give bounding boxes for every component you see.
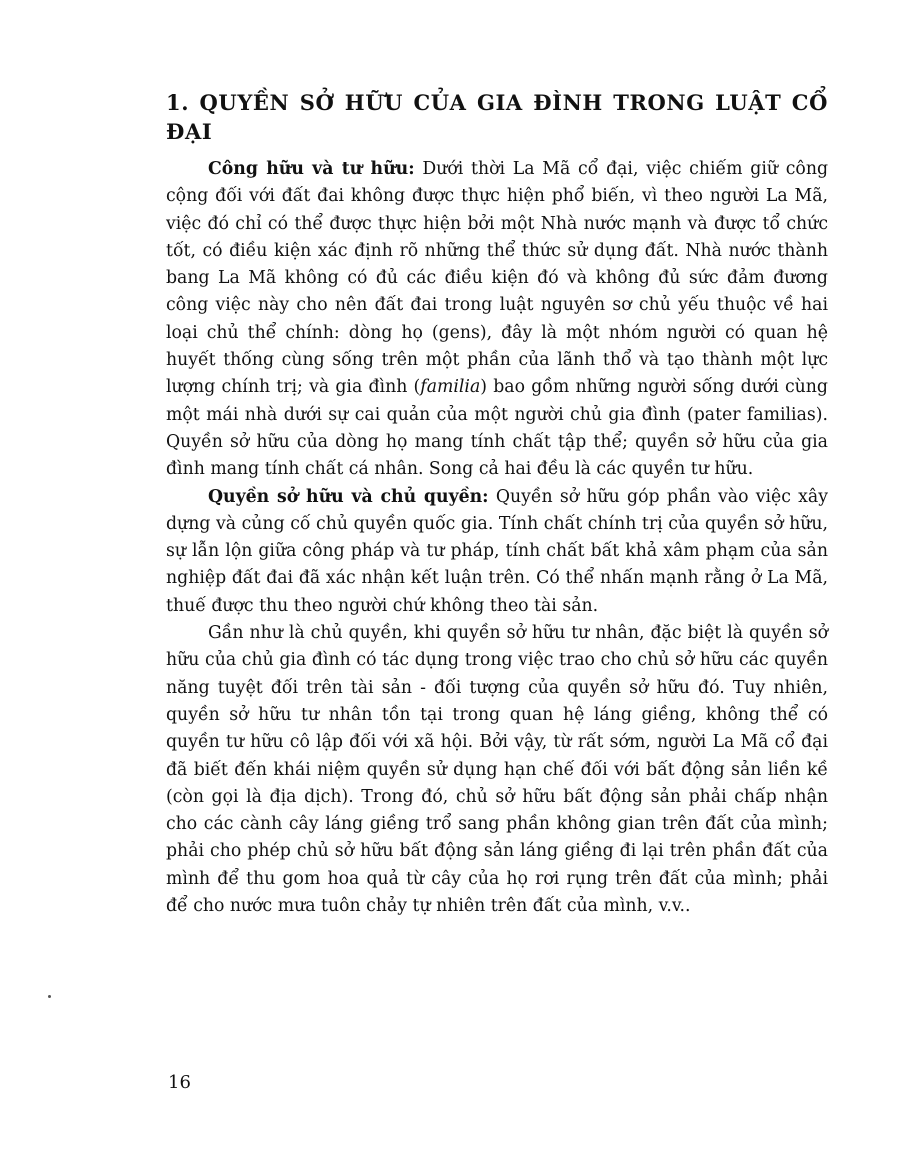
page-content (166, 88, 828, 920)
scan-speck (48, 995, 51, 998)
paragraph-text: Dưới thời La Mã cổ đại, việc chiếm giữ công cộng đối với đất đai không được thực hiện phổ biến, vì theo người La Mã, việc đó chỉ có thể được thực hiện bởi một Nhà nước mạnh và được tổ chức tốt, có điều kiện xác định rõ những thể thức sử dụng đất. Nhà nước thành bang La Mã không có đủ các điều kiện đó và không đủ sức đảm đương công việc này cho nên đất đai trong luật nguyên sơ chủ yếu thuộc về hai loại chủ thể chính: dòng họ (gens), đây là một nhóm người có quan hệ huyết thống cùng sống trên một phần của lãnh thổ và tạo thành một lực lượng chính trị; và gia đình ( (166, 159, 829, 398)
italic-term: familia (420, 377, 481, 398)
paragraph-ownership-sovereignty (166, 484, 828, 620)
paragraph-text: Gần như là chủ quyền, khi quyền sở hữu tư nhân, đặc biệt là quyền sở hữu của chủ gia đình có tác dụng trong việc trao cho chủ sở hữu các quyền năng tuyệt đối trên tài sản - đối tượng của quyền sở hữu đó. Tuy nhiên, quyền sở hữu tư nhân tồn tại trong quan hệ láng giềng, không thể có quyền tư hữu cô lập đối với xã hội. Bởi vậy, từ rất sớm, người La Mã cổ đại đã biết đến khái niệm quyền sử dụng hạn chế đối với bất động sản liền kề (còn gọi là địa dịch). Trong đó, chủ sở hữu bất động sản phải chấp nhận cho các cành cây láng giềng trổ sang phần không gian trên đất của mình; phải cho phép chủ sở hữu bất động sản láng giềng đi lại trên phần đất của mình để thu gom hoa quả từ cây của họ rơi rụng trên đất của mình; phải để cho nước mưa tuôn chảy tự nhiên trên đất của mình, v.v.. (166, 623, 828, 917)
paragraph-text: ) bao gồm những người sống dưới cùng một mái nhà dưới sự cai quản của một người chủ gia đình (pater familias). Quyền sở hữu của dòng họ mang tính chất tập thể; quyền sở hữu của gia đình mang tính chất cá nhân. Song cả hai đều là các quyền tư hữu. (166, 377, 828, 480)
page-number: 16 (168, 1072, 191, 1093)
paragraph-public-private-ownership (166, 156, 828, 484)
paragraph-lead: Quyền sở hữu và chủ quyền: (208, 486, 489, 507)
paragraph-neighbor-relations (166, 620, 828, 920)
paragraph-text: Quyền sở hữu góp phần vào việc xây dựng và củng cố chủ quyền quốc gia. Tính chất chính trị của quyền sở hữu, sự lẫn lộn giữa công pháp và tư pháp, tính chất bất khả xâm phạm của sản nghiệp đất đai đã xác nhận kết luận trên. Có thể nhấn mạnh rằng ở La Mã, thuế được thu theo người chứ không theo tài sản. (166, 486, 828, 616)
section-heading: 1. QUYỀN SỞ HỮU CỦA GIA ĐÌNH TRONG LUẬT CỔ ĐẠI (166, 90, 828, 144)
paragraph-lead: Công hữu và tư hữu: (208, 159, 415, 179)
